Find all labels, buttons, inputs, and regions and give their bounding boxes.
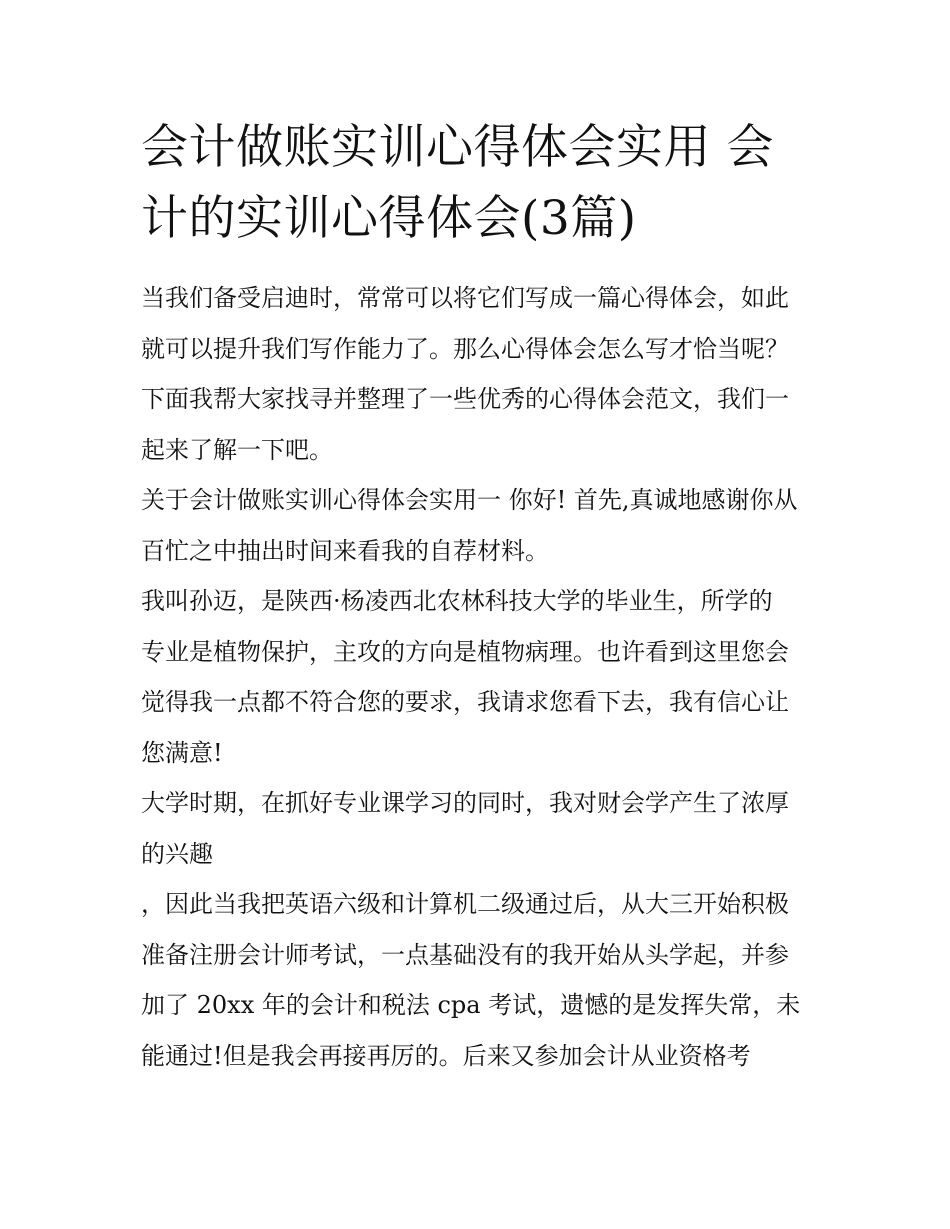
paragraph-university-interest: 大学时期，在抓好专业课学习的同时，我对财会学产生了浓厚 的兴趣 bbox=[141, 789, 789, 868]
paragraph-intro: 当我们备受启迪时，常常可以将它们写成一篇心得体会，如此 就可以提升我们写作能力了。那么心得体会怎么写才恰当呢？ 下面我帮大家找寻并整理了一些优秀的心得体会范文，我们一 起来了解一下吧。 bbox=[141, 284, 789, 464]
document-title: 会计做账实训心得体会实用 会 计的实训心得体会(3篇) bbox=[141, 120, 774, 246]
paragraph-self-introduction: 我叫孙迈，是陕西·杨凌西北农林科技大学的毕业生，所学的 专业是植物保护，主攻的方向是植物病理。也许看到这里您会 觉得我一点都不符合您的要求，我请求您看下去，我有信心让 您满意! bbox=[141, 587, 789, 767]
paragraph-exam-preparation: ，因此当我把英语六级和计算机二级通过后，从大三开始积极 准备注册会计师考试，一点基础没有的我开始从头学起，并参 加了 20xx 年的会计和税法 cpa 考试，遗憾的是发挥失常，未 能通过!但是我会再接再厉的。后来又参加会计从业资格考 bbox=[141, 890, 801, 1070]
document-body bbox=[141, 112, 813, 1081]
paragraph-greeting: 关于会计做账实训心得体会实用一 你好! 首先,真诚地感谢你从 百忙之中抽出时间来看我的自荐材料。 bbox=[141, 486, 798, 565]
